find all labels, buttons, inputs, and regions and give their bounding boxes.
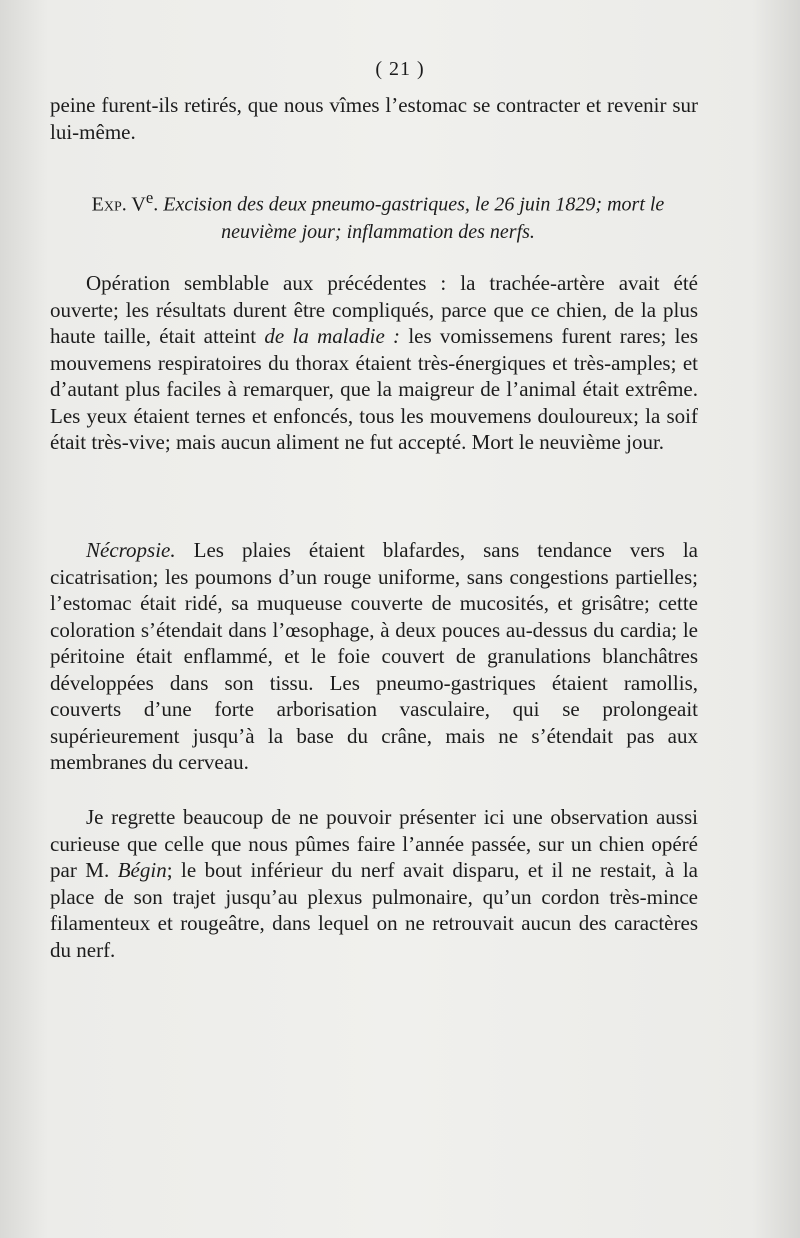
continuation-paragraph <box>50 92 698 145</box>
experiment-heading <box>68 184 688 246</box>
observation-text-b: ; le bout inférieur du nerf avait disparu, et il ne restait, à la place de son trajet jusqu’au plexus pulmonaire, qu’un cordon très-mince filamenteux et rougeâtre, dans lequel on ne retrouvait aucun des caractères du nerf. <box>50 858 698 962</box>
continuation-text: peine furent-ils retirés, que nous vîmes l’estomac se contracter et revenir sur lui-même. <box>50 93 698 144</box>
operation-text-italic: de la maladie : <box>264 324 401 348</box>
observation-text-a: Je regrette beaucoup de ne pouvoir présenter ici une observation aussi curieuse que celle que nous pûmes faire l’année passée, sur un chien opéré par M. <box>50 805 698 882</box>
experiment-label-sup: e <box>145 188 154 207</box>
observation-paragraph <box>50 804 698 963</box>
experiment-label: Exp. V <box>91 193 146 216</box>
observation-text-italic: Bégin <box>117 858 167 882</box>
necropsy-text: Les plaies étaient blafardes, sans tendance vers la cicatrisation; les poumons d’un rouge uniforme, sans congestions partielles; l’estomac était ridé, sa muqueuse couverte de mucosités, et grisâtre; cette coloration s’étendait dans l’œsophage, à deux pouces au-dessus du cardia; le péritoine était enflammé, et le foie couvert de granulations blanchâtres développées dans son tissu. Les pneumo-gastriques étaient ramollis, couverts d’une forte arborisation vasculaire, qui se prolongeait supérieurement jusqu’à la base du crâne, mais ne s’étendait pas aux membranes du cerveau. <box>50 538 698 774</box>
operation-text-b: les vomissemens furent rares; les mouvemens respiratoires du thorax étaient très-énergiques et très-amples; et d’autant plus faciles à remarquer, que la maigreur de l’animal était extrême. Les yeux étaient ternes et enfoncés, tous les mouvemens douloureux; la soif était très-vive; mais aucun aliment ne fut accepté. Mort le neuvième jour. <box>50 324 698 454</box>
operation-paragraph <box>50 270 698 456</box>
page-number: ( 21 ) <box>375 58 425 80</box>
necropsy-paragraph <box>50 537 698 776</box>
operation-text-a: Opération semblable aux précédentes : la trachée-artère avait été ouverte; les résultats durent être compliqués, parce que ce chien, de la plus haute taille, était atteint <box>50 271 698 348</box>
experiment-title: Excision des deux pneumo-gastriques, le 26 juin 1829; mort le neuvième jour; inflammation des nerfs. <box>163 193 665 243</box>
necropsy-lead: Nécropsie. <box>86 538 176 562</box>
experiment-label-dot: . <box>153 193 159 216</box>
